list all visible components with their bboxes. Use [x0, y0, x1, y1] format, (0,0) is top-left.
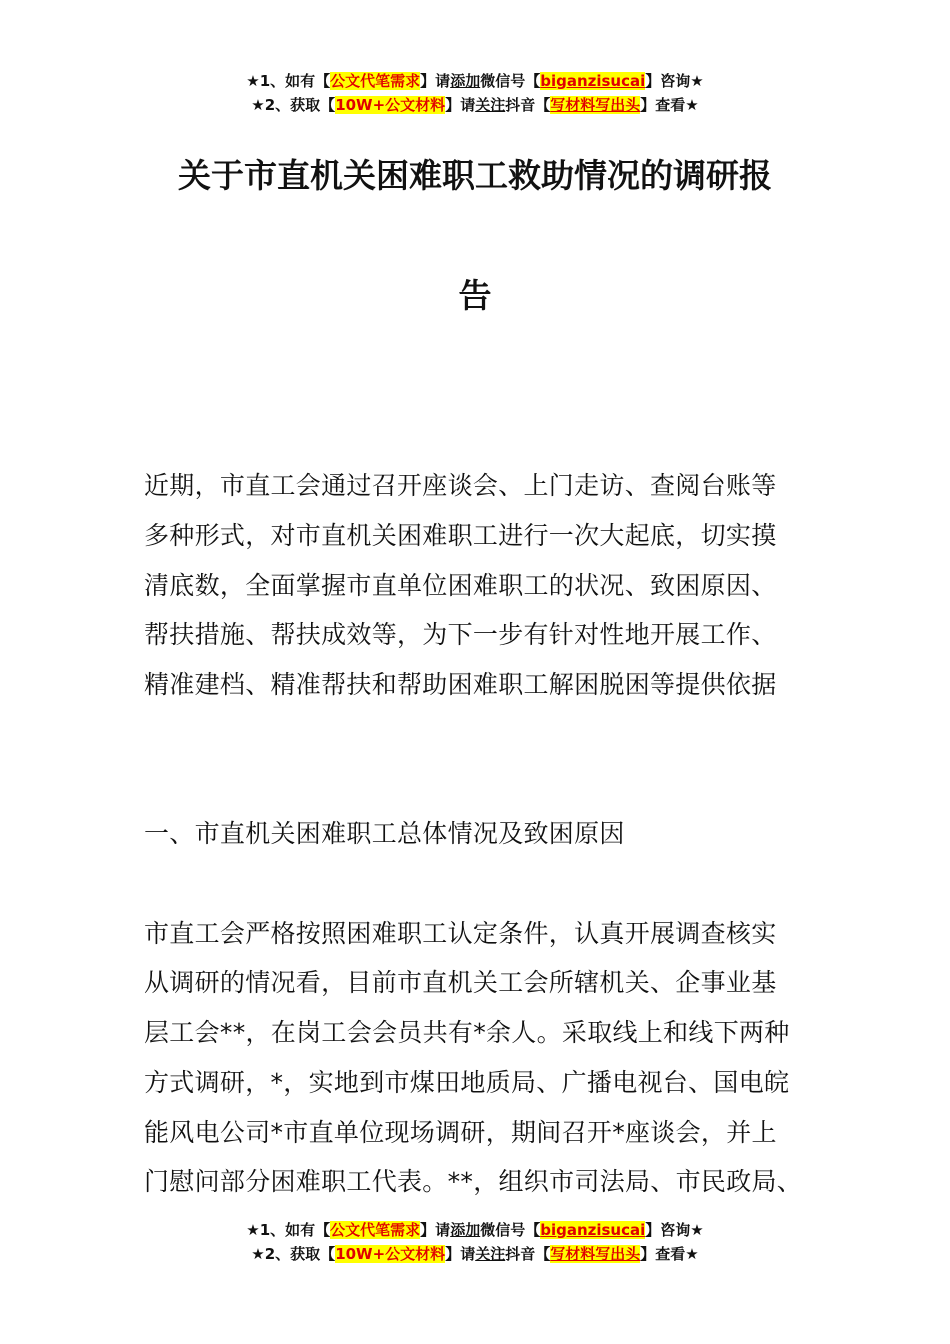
promo-text: 】咨询★ [645, 1221, 704, 1239]
paragraph-line: 近期，市直工会通过召开座谈会、上门走访、查阅台账等 [144, 471, 777, 500]
promo-text: 】请 [420, 1221, 451, 1239]
paragraph-line: 市直工会严格按照困难职工认定条件，认真开展调查核实 [144, 919, 777, 948]
footer-promo-line-1 [0, 1218, 950, 1242]
document-title-line-2: 告 [458, 276, 492, 315]
promo-underline: 关注 [475, 1245, 506, 1263]
document-title-line-1: 关于市直机关困难职工救助情况的调研报 [178, 156, 772, 195]
promo-text: ★1、如有【 [246, 1221, 331, 1239]
paragraph-line: 从调研的情况看，目前市直机关工会所辖机关、企事业基 [144, 968, 777, 997]
paragraph-line: 清底数，全面掌握市直单位困难职工的状况、致困原因、 [144, 571, 777, 600]
promo-text: 】查看★ [640, 1245, 699, 1263]
section-heading: 一、市直机关困难职工总体情况及致困原因 [144, 819, 625, 848]
promo-text: ★1、如有【 [246, 72, 331, 90]
promo-text: 微信号【 [480, 1221, 541, 1239]
paragraph-line: 方式调研，*，实地到市煤田地质局、广播电视台、国电皖 [144, 1068, 790, 1097]
footer-promo-line-2 [0, 1242, 950, 1266]
paragraph-line: 帮扶措施、帮扶成效等，为下一步有针对性地开展工作、 [144, 620, 777, 649]
promo-highlight: 公文代笔需求 [330, 1221, 421, 1239]
promo-line-2 [0, 93, 950, 117]
paragraph-line: 多种形式，对市直机关困难职工进行一次大起底，切实摸 [144, 521, 777, 550]
promo-underline: 关注 [475, 96, 506, 114]
promo-text: 】请 [445, 1245, 476, 1263]
promo-highlight: 公文代笔需求 [330, 72, 421, 90]
promo-underline: 添加 [450, 72, 481, 90]
promo-wechat-id: biganzisucai [540, 1221, 646, 1239]
promo-text: 】查看★ [640, 96, 699, 114]
promo-text: 】请 [445, 96, 476, 114]
promo-text: 抖音【 [505, 96, 551, 114]
promo-highlight: 写材料写出头 [550, 96, 641, 114]
promo-text: ★2、获取【 [251, 96, 336, 114]
paragraph-line: 层工会**，在岗工会会员共有*余人。采取线上和线下两种 [144, 1018, 790, 1047]
promo-text: 】咨询★ [645, 72, 704, 90]
paragraph-line: 精准建档、精准帮扶和帮助困难职工解困脱困等提供依据 [144, 670, 777, 699]
promo-highlight: 10W+公文材料 [335, 96, 446, 114]
promo-highlight: 写材料写出头 [550, 1245, 641, 1263]
promo-text: 微信号【 [480, 72, 541, 90]
promo-line-1 [0, 69, 950, 93]
promo-highlight: 10W+公文材料 [335, 1245, 446, 1263]
promo-text: 】请 [420, 72, 451, 90]
promo-text: 抖音【 [505, 1245, 551, 1263]
paragraph-line: 门慰问部分困难职工代表。**，组织市司法局、市民政局、 [144, 1167, 803, 1196]
paragraph-line: 能风电公司*市直单位现场调研，期间召开*座谈会，并上 [144, 1118, 777, 1147]
promo-underline: 添加 [450, 1221, 481, 1239]
promo-text: ★2、获取【 [251, 1245, 336, 1263]
promo-wechat-id: biganzisucai [540, 72, 646, 90]
